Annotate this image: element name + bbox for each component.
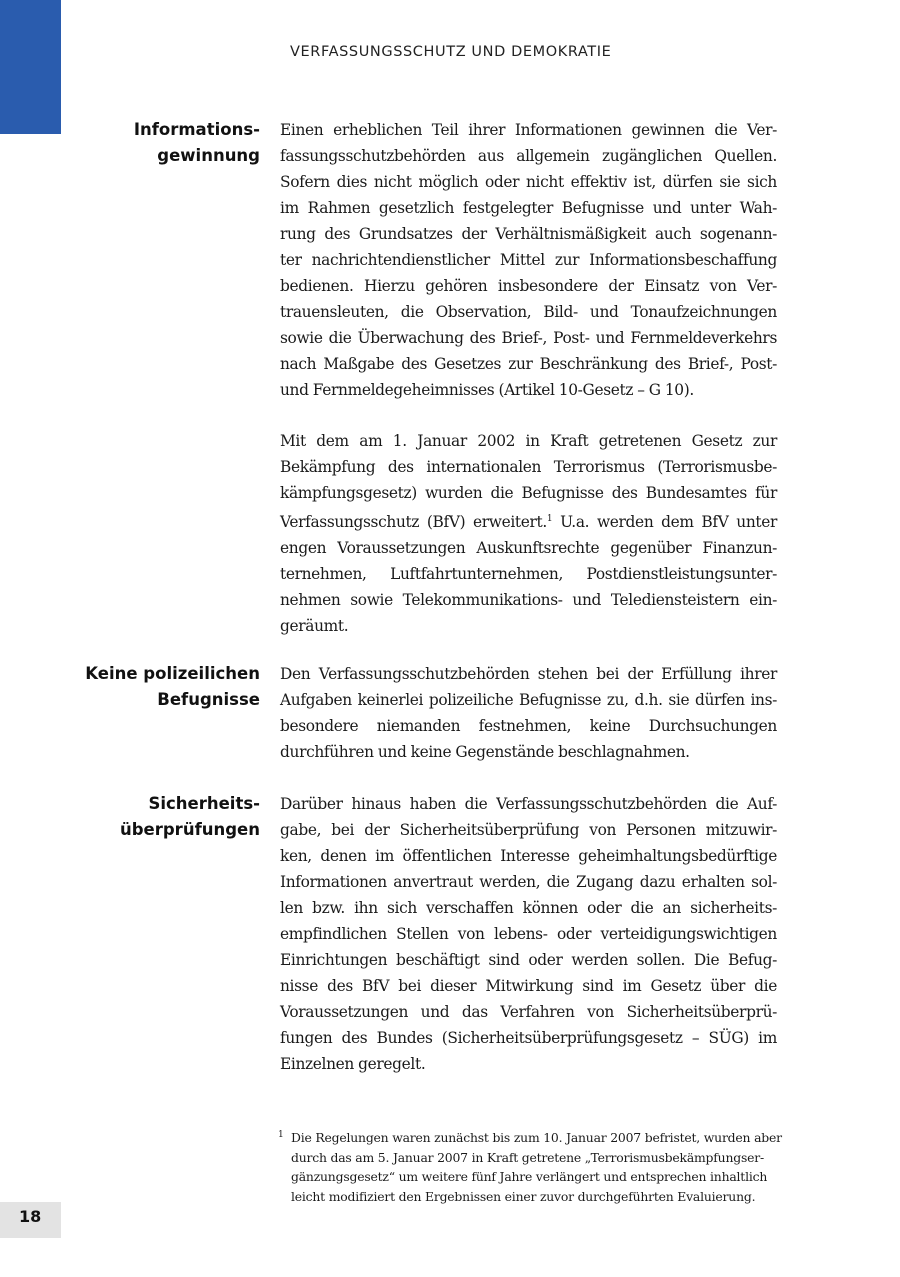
text-line: sowie die Überwachung des Brief-, Post- und Fernmeldeverkehrs xyxy=(280,329,777,347)
text-line: Verfassungsschutz (BfV) erweitert.$^1$ U.a. werden dem BfV unter xyxy=(280,513,777,531)
paragraph xyxy=(280,661,777,765)
side-heading xyxy=(50,661,260,713)
text-line: Informationen anvertraut werden, die Zugang dazu erhalten sol- xyxy=(280,873,777,891)
text-line: Mit dem am 1. Januar 2002 in Kraft getretenen Gesetz zur xyxy=(280,432,777,450)
text-line: Sofern dies nicht möglich oder nicht effektiv ist, dürfen sie sich xyxy=(280,173,777,191)
text-line: Einen erheblichen Teil ihrer Informationen gewinnen die Ver- xyxy=(280,121,777,139)
text-line: bedienen. Hierzu gehören insbesondere der Einsatz von Ver- xyxy=(280,277,777,295)
text-line: rung des Grundsatzes der Verhältnismäßigkeit auch sogenann- xyxy=(280,225,777,243)
side-heading-line: Keine polizeilichen xyxy=(85,664,260,683)
footnote xyxy=(278,1128,782,1206)
text-line: ter nachrichtendienstlicher Mittel zur Informationsbeschaffung xyxy=(280,251,777,269)
footnote-line: gänzungsgesetz“ um weitere fünf Jahre verlängert und entsprechen inhaltlich xyxy=(291,1169,768,1184)
footnote-mark: 1 xyxy=(278,1130,284,1140)
running-head: VERFASSUNGSSCHUTZ UND DEMOKRATIE xyxy=(290,44,612,60)
paragraph xyxy=(280,791,777,1077)
text-line: trauensleuten, die Observation, Bild- und Tonaufzeichnungen xyxy=(280,303,777,321)
footnote-reference: 1 xyxy=(546,514,553,524)
text-line: empfindlichen Stellen von lebens- oder verteidigungswichtigen xyxy=(280,925,777,943)
chapter-tab xyxy=(0,0,61,134)
footnote-line: durch das am 5. Januar 2007 in Kraft getretene „Terrorismusbekämpfungser- xyxy=(291,1149,764,1165)
text-line: gabe, bei der Sicherheitsüberprüfung von Personen mitzuwir- xyxy=(280,821,777,839)
text-line: Darüber hinaus haben die Verfassungsschutzbehörden die Auf- xyxy=(280,795,777,813)
text-line: Bekämpfung des internationalen Terrorismus (Terrorismusbe- xyxy=(280,458,777,476)
side-heading-line: Sicherheits- xyxy=(148,794,260,813)
paragraph xyxy=(280,428,777,639)
side-heading-line: Befugnisse xyxy=(157,690,260,709)
text-line: engen Voraussetzungen Auskunftsrechte gegenüber Finanzun- xyxy=(280,539,777,557)
page-number: 18 xyxy=(19,1207,42,1226)
text-line: Einrichtungen beschäftigt sind oder werden sollen. Die Befug- xyxy=(280,951,777,969)
side-heading xyxy=(50,117,260,169)
text-line: im Rahmen gesetzlich festgelegter Befugnisse und unter Wah- xyxy=(280,199,777,217)
text-line: fassungsschutzbehörden aus allgemein zugänglichen Quellen. xyxy=(280,147,777,165)
text-line: nach Maßgabe des Gesetzes zur Beschränkung des Brief-, Post- xyxy=(280,355,777,373)
text-line: fungen des Bundes (Sicherheitsüberprüfungsgesetz – SÜG) im xyxy=(280,1029,777,1047)
footnote-text xyxy=(291,1128,782,1206)
text-line: durchführen und keine Gegenstände beschlagnahmen. xyxy=(280,743,690,761)
text-line: besondere niemanden festnehmen, keine Durchsuchungen xyxy=(280,717,777,735)
text-line: Aufgaben keinerlei polizeiliche Befugnisse zu, d.h. sie dürfen ins- xyxy=(280,691,777,709)
text-line: nisse des BfV bei dieser Mitwirkung sind im Gesetz über die xyxy=(280,977,777,995)
text-line: ternehmen, Luftfahrtunternehmen, Postdienstleistungsunter- xyxy=(280,565,777,583)
side-heading xyxy=(50,791,260,843)
text-line: ken, denen im öffentlichen Interesse geheimhaltungsbedürftige xyxy=(280,847,777,865)
text-line: Voraussetzungen und das Verfahren von Sicherheitsüberprü- xyxy=(280,1003,777,1021)
text-line: kämpfungsgesetz) wurden die Befugnisse des Bundesamtes für xyxy=(280,484,777,502)
footnote-line: Die Regelungen waren zunächst bis zum 10. Januar 2007 befristet, wurden aber xyxy=(291,1130,782,1145)
side-heading-line: Informations- xyxy=(133,120,260,139)
text-line: geräumt. xyxy=(280,617,349,635)
text-line: Den Verfassungsschutzbehörden stehen bei der Erfüllung ihrer xyxy=(280,665,777,683)
paragraph xyxy=(280,117,777,403)
text-line: und Fernmeldegeheimnisses (Artikel 10-Gesetz – G 10). xyxy=(280,381,694,399)
side-heading-line: überprüfungen xyxy=(119,820,260,839)
footnote-line: leicht modifiziert den Ergebnissen einer zuvor durchgeführten Evaluierung. xyxy=(291,1188,756,1204)
text-line: nehmen sowie Telekommunikations- und Telediensteistern ein- xyxy=(280,591,777,609)
text-line: len bzw. ihn sich verschaffen können oder die an sicherheits- xyxy=(280,899,777,917)
side-heading-line: gewinnung xyxy=(157,146,260,165)
text-line: Einzelnen geregelt. xyxy=(280,1055,426,1073)
